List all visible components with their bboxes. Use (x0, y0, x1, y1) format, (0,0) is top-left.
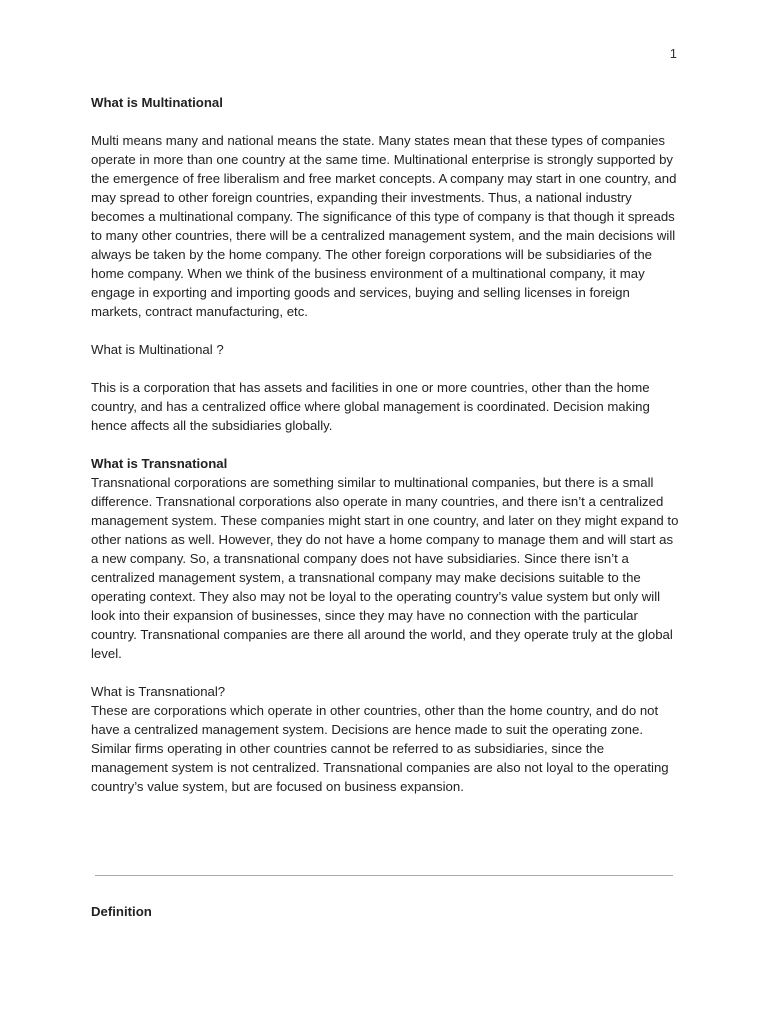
paragraph-transnational-definition: These are corporations which operate in other countries, other than the home country, and do not have a centralized management system. Decisions are hence made to suit the operating zone. Similar firms operating in other countries cannot be referred to as subsidiaries, since the management system is not centralized. Transnational companies are also not loyal to the operating country’s value system, but are focused on business expansion. (91, 703, 669, 794)
paragraph-transnational: Transnational corporations are something similar to multinational companies, but there is a small difference. Transnational corporations also operate in many countries, and there isn’t a centralized management system. These companies might start in one country, and later on they might expand to other nations as well. However, they do not have a home company to manage them and will start as a new company. So, a transnational company does not have subsidiaries. Since there isn’t a centralized management system, a transnational company may make decisions suitable to the operating context. They also may not be loyal to the operating country’s value system but only will look into their expansion of businesses, since they may have no connection with the particular country. Transnational companies are there all around the world, and they operate truly at the global level. (91, 475, 679, 661)
paragraph-multinational-definition: This is a corporation that has assets and facilities in one or more countries, other than the home country, and has a centralized office where global management is coordinated. Decision making hence affects all the subsidiaries globally. (91, 380, 650, 433)
page-number: 1 (669, 46, 677, 61)
subheading-transnational-question: What is Transnational? (91, 684, 226, 699)
subheading-multinational-question: What is Multinational ? (91, 342, 224, 357)
definition-heading: Definition (91, 904, 152, 919)
paragraph-multinational: Multi means many and national means the state. Many states mean that these types of companies operate in more than one country at the same time. Multinational enterprise is strongly supported by the emergence of free liberalism and free market concepts. A company may start in one country, and may spread to other foreign countries, expanding their investments. Thus, a national industry becomes a multinational company. The significance of this type of company is that though it spreads to many other countries, there will be a centralized management system, and the main decisions will always be taken by the home company. The other foreign corporations will be subsidiaries of the home company. When we think of the business environment of a multinational company, it may engage in exporting and importing goods and services, buying and selling licenses in foreign markets, contract manufacturing, etc. (91, 133, 677, 319)
document-body (91, 93, 681, 796)
section-heading-transnational: What is Transnational (91, 456, 228, 471)
section-heading-multinational: What is Multinational (91, 95, 223, 110)
horizontal-divider (95, 875, 673, 876)
